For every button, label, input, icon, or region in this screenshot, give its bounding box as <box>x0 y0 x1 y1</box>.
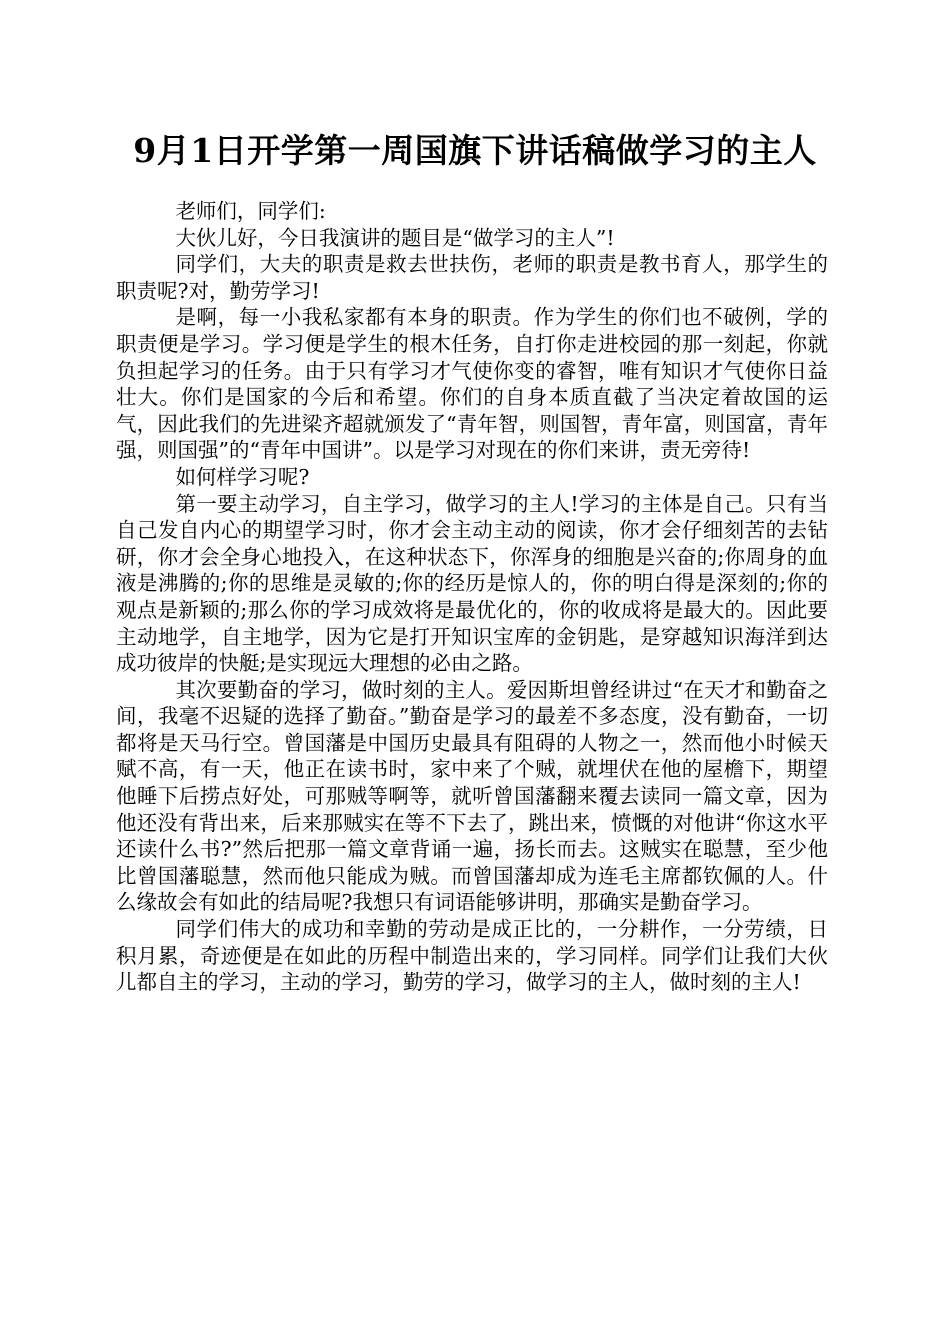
paragraph: 同学们伟大的成功和幸勤的劳动是成正比的，一分耕作，一分劳绩，日积月累，奇迹便是在如此的历程中制造出来的，学习同样。同学们让我们大伙儿都自主的学习，主动的学习，勤劳的学习，做学习的主人，做时刻的主人! <box>116 917 828 995</box>
paragraph: 如何样学习呢? <box>175 464 310 489</box>
paragraph: 其次要勤奋的学习，做时刻的主人。爱因斯坦曾经讲过“在天才和勤奋之间，我毫不迟疑的选择了勤奋。”勤奋是学习的最差不多态度，没有勤奋，一切都将是天马行空。曾国藩是中国历史最具有阻碍的人物之一，然而他小时候天赋不高，有一天，他正在读书时，家中来了个贼，就埋伏在他的屋檐下，期望他睡下后捞点好处，可那贼等啊等，就听曾国藩翻来覆去读同一篇文章，因为他还没有背出来，后来那贼实在等不下去了，跳出来，愤慨的对他讲“你这水平还读什么书?”然后把那一篇文章背诵一遍，扬长而去。这贼实在聪慧，至少他比曾国藩聪慧，然而他只能成为贼。而曾国藩却成为连毛主席都钦佩的人。什么缘故会有如此的结局呢?我想只有词语能够讲明，那确实是勤奋学习。 <box>116 677 828 915</box>
paragraph: 是啊，每一小我私家都有本身的职责。作为学生的你们也不破例，学的职责便是学习。学习便是学生的根木任务，自打你走进校园的那一刻起，你就负担起学习的任务。由于只有学习才气使你变的睿智，唯有知识才气使你日益壮大。你们是国家的今后和希望。你们的自身本质直截了当决定着故国的运气，因此我们的先进梁齐超就颁发了“青年智，则国智，青年富，则国富，青年强，则国强”的“青年中国讲”。以是学习对现在的你们来讲，责无旁待! <box>116 305 828 463</box>
paragraph: 老师们，同学们: <box>175 199 326 223</box>
paragraph: 第一要主动学习，自主学习，做学习的主人!学习的主体是自己。只有当自己发自内心的期望学习时，你才会主动主动的阅读，你才会仔细刻苦的去钻研，你才会全身心地投入，在这种状态下，你浑身的细胞是兴奋的;你周身的血液是沸腾的;你的思维是灵敏的;你的经历是惊人的，你的明白得是深刻的;你的观点是新颖的;那么你的学习成效将是最优化的，你的收成将是最大的。因此要主动地学，自主地学，因为它是打开知识宝库的金钥匙，是穿越知识海洋到达成功彼岸的快艇;是实现远大理想的必由之路。 <box>116 491 828 676</box>
document-title: 9月1日开学第一周国旗下讲话稿做学习的主人 <box>133 131 817 170</box>
document-body <box>116 198 828 996</box>
paragraph: 大伙儿好，今日我演讲的题目是“做学习的主人”! <box>175 225 615 250</box>
paragraph: 同学们，大夫的职责是救去世扶伤，老师的职责是教书育人，那学生的职责呢?对，勤劳学习! <box>116 252 828 303</box>
